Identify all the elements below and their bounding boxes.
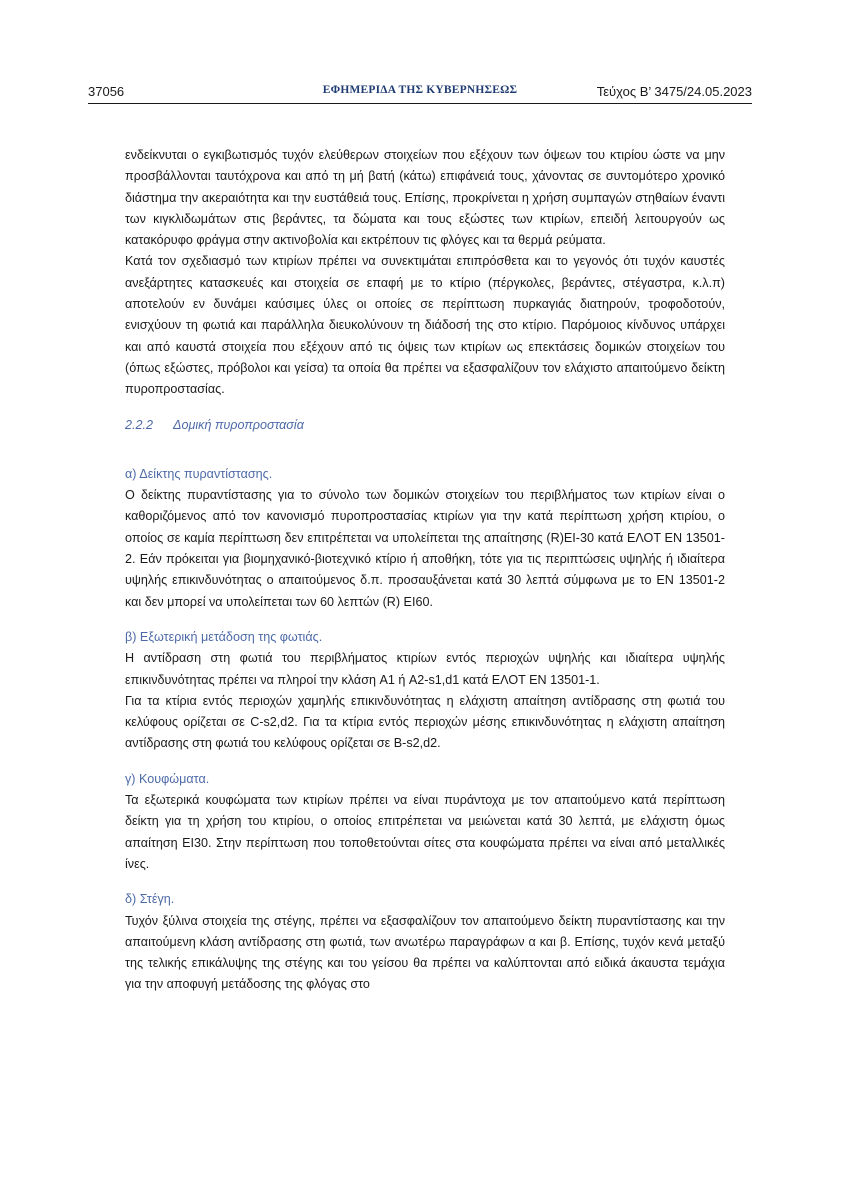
subsection-window-frames xyxy=(125,769,725,875)
intro-paragraph: ενδείκνυται ο εγκιβωτισμός τυχόν ελεύθερων στοιχείων που εξέχουν των όψεων του κτιρίου ώστε να μην προσβάλλονται ταυτόχρονα και από τη μή βατή (κάτω) επιφάνειά τους, χάνοντας σε συντομότερο χρονικό διάστημα την ακεραιότητα και την ευστάθειά τους. Επίσης, προκρίνεται η χρήση συμπαγών στηθαίων έναντι των κιγκλιδωμάτων στις βεράντες, τα δώματα και τους εξώστες των κτιρίων, επειδή λειτουργούν ως κατακόρυφο φράγμα στην ακτινοβολία και εκτρέπουν τις φλόγες και τα θερμά ρεύματα. xyxy=(125,148,725,248)
subsection-external-fire-spread xyxy=(125,627,725,755)
subsection-paragraph: Τα εξωτερικά κουφώματα των κτιρίων πρέπει να είναι πυράντοχα με τον απαιτούμενο κατά περίπτωση δείκτη για τη χρήση του κτιρίου, ο οποίος επιτρέπεται να μειώνεται κατά 30 λεπτά, με ελάχιστη όμως απαίτηση ΕΙ30. Στην περίπτωση που τοποθετούνται σίτες στα κουφώματα πρέπει να είναι από μεταλλικές ίνες. xyxy=(125,793,725,871)
gazette-title: ΕΦΗΜΕΡΙΔΑ ΤΗΣ ΚΥΒΕΡΝΗΣΕΩΣ xyxy=(322,84,518,96)
header-divider xyxy=(88,103,752,104)
section-heading xyxy=(125,415,725,436)
subsection-paragraph: Η αντίδραση στη φωτιά του περιβλήματος κτιρίων εντός περιοχών υψηλής και ιδιαίτερα υψηλής επικινδυνότητας πρέπει να πληροί την κλάση A1 ή A2-s1,d1 κατά ΕΛΟΤ ΕΝ 13501-1. xyxy=(125,651,725,687)
page-number: 37056 xyxy=(88,84,125,99)
subsection-heading: γ) Κουφώματα. xyxy=(125,771,210,786)
subsection-heading: α) Δείκτης πυραντίστασης. xyxy=(125,466,273,481)
document-body xyxy=(125,145,725,996)
section-title: Δομική πυροπροστασία xyxy=(173,417,304,432)
intro-paragraph: Κατά τον σχεδιασμό των κτιρίων πρέπει να συνεκτιμάται επιπρόσθετα και το γεγονός ότι τυχόν καυστές ανεξάρτητες κατασκευές και στοιχεία σε επαφή με το κτίριο (πέργκολες, βεράντες, στέγαστρα, κ.λ.π) αποτελούν εν δυνάμει καύσιμες ύλες οι οποίες σε περίπτωση πυρκαγιάς διατηρούν, τροφοδοτούν, ενισχύουν τη φωτιά και παράλληλα διευκολύνουν τη διάδοσή της στο κτίριο. Παρόμοιος κίνδυνος υπάρχει και από καυστά στοιχεία που εξέχουν από τις όψεις των κτιρίων ως επεκτάσεις δομικών στοιχείων του (όπως εξώστες, πρόβολοι και γείσα) τα οποία θα πρέπει να εξασφαλίζουν τον ελάχιστο απαιτούμενο δείκτη πυροπροστασίας. xyxy=(125,254,725,397)
subsection-roof xyxy=(125,889,725,995)
section-number: 2.2.2 xyxy=(125,417,154,432)
page-header xyxy=(88,84,752,104)
subsection-heading: β) Εξωτερική μετάδοση της φωτιάς. xyxy=(125,629,323,644)
subsection-paragraph: Για τα κτίρια εντός περιοχών χαμηλής επικινδυνότητας η ελάχιστη απαίτηση αντίδρασης στη φωτιά του κελύφους ορίζεται σε C-s2,d2. Για τα κτίρια εντός περιοχών μέσης επικινδυνότητας η ελάχιστη απαίτηση αντίδρασης στη φωτιά του κελύφους ορίζεται σε B-s2,d2. xyxy=(125,693,725,751)
subsection-heading: δ) Στέγη. xyxy=(125,892,175,907)
subsection-fire-resistance xyxy=(125,464,725,613)
subsection-paragraph: Τυχόν ξύλινα στοιχεία της στέγης, πρέπει να εξασφαλίζουν τον απαιτούμενο δείκτη πυραντίστασης και την απαιτούμενη κλάση αντίδρασης στη φωτιά, των ανωτέρω παραγράφων α και β. Επίσης, τυχόν κενά μεταξύ της τελικής επικάλυψης της στέγης και του γείσου θα πρέπει να καλύπτονται από ειδικά άκαυστα τεμάχια για την αποφυγή μετάδοσης της φλόγας στο xyxy=(125,913,725,992)
issue-reference: Τεύχος B’ 3475/24.05.2023 xyxy=(596,84,752,99)
subsection-paragraph: Ο δείκτης πυραντίστασης για το σύνολο των δομικών στοιχείων του περιβλήματος των κτιρίων είναι ο καθοριζόμενος από τον κανονισμό πυροπροστασίας κτιρίων για την κατά περίπτωση χρήση κτιρίου, ο οποίος σε καμία περίπτωση δεν επιτρέπεται να υπολείπεται της απαίτησης (R)EI-30 κατά ΕΛΟΤ EN 13501-2. Εάν πρόκειται για βιομηχανικό-βιοτεχνικό κτίριο ή αποθήκη, τότε για τις περιπτώσεις υψηλής ή ιδιαίτερα υψηλής επικινδυνότητας ο απαιτούμενος δ.π. προσαυξάνεται κατά 30 λεπτά σύμφωνα με το EN 13501-2 και δεν μπορεί να υπολείπεται των 60 λεπτών (R) EI60. xyxy=(125,488,725,609)
